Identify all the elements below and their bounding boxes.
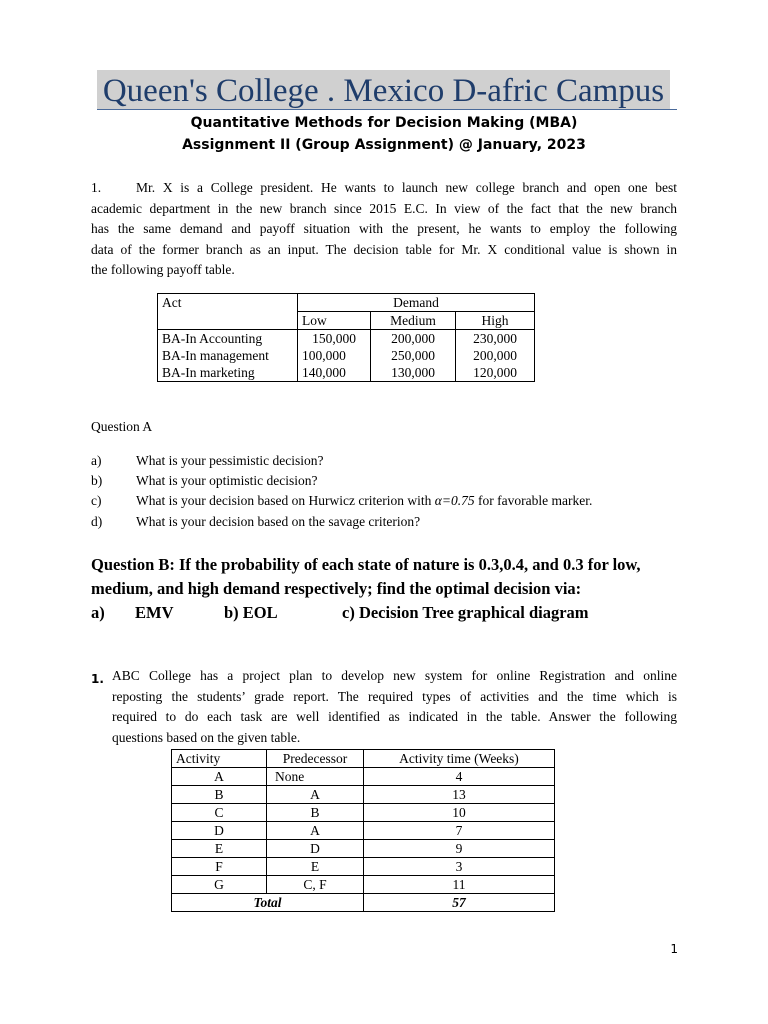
table-row: BA-In management 100,000 250,000 200,000 (158, 347, 535, 364)
question2-paragraph: ABC College has a project plan to develop new system for online Registration and online reposting the students’ grade report. The required types of activities and the time which is required to do each task are well identified as indicated in the table. Answer the following questions based on the given table. (112, 668, 677, 745)
predecessor-header: Predecessor (267, 750, 364, 768)
activity-header: Activity (172, 750, 267, 768)
question1-number: 1. (91, 180, 102, 195)
question-a-item: d) What is your decision based on the savage criterion? (91, 514, 421, 529)
question-b-line2: medium, and high demand respectively; find the optimal decision via: (91, 579, 582, 598)
course-title: Quantitative Methods for Decision Making (MBA) (190, 115, 578, 131)
act-header: Act (158, 294, 298, 330)
alpha-formula: α=0.75 (434, 493, 475, 508)
question1-paragraph: 1. Mr. X is a College president. He wants to launch new college branch and open one best academic department in the new branch since 2015 E.C. In view of the fact that the new branch has the same demand and payoff situation with the present, he wants to employ the following data of the former branch as an input. The decision table for Mr. X conditional value is shown in the following payoff table. (91, 180, 677, 277)
activity-time-header: Activity time (Weeks) (364, 750, 555, 768)
total-row (172, 894, 555, 912)
question-b-line1: Question B: If the probability of each state of nature is 0.3,0.4, and 0.3 for low, (91, 555, 641, 574)
table-row: G C, F 11 (172, 876, 555, 894)
question-a-item: a) What is your pessimistic decision? (91, 453, 324, 468)
column-medium: Medium (371, 312, 456, 330)
total-label: Total (172, 894, 364, 912)
question-b-opt-a: EMV (135, 603, 174, 622)
table-row: BA-In Accounting 150,000 200,000 230,000 (158, 330, 535, 348)
table-row: A None 4 (172, 768, 555, 786)
question-a-label: Question A (91, 419, 153, 434)
college-title: Queen's College . Mexico D-afric Campus (102, 73, 665, 109)
column-low: Low (298, 312, 371, 330)
question2-number: 1. (91, 672, 104, 686)
demand-header: Demand (298, 294, 535, 312)
column-high: High (456, 312, 535, 330)
table-row: E D 9 (172, 840, 555, 858)
question-b-opt-a-marker: a) (91, 603, 105, 622)
table-row: B A 13 (172, 786, 555, 804)
table-row: C B 10 (172, 804, 555, 822)
table-row: D A 7 (172, 822, 555, 840)
payoff-table (157, 293, 535, 382)
question-a-item: b) What is your optimistic decision? (91, 473, 318, 488)
table-row: BA-In marketing 140,000 130,000 120,000 (158, 364, 535, 382)
activity-table (171, 749, 555, 912)
question-b-opt-c: c) Decision Tree graphical diagram (342, 603, 589, 622)
assignment-title: Assignment II (Group Assignment) @ January, 2023 (182, 137, 586, 153)
question-b-opt-b: b) EOL (224, 603, 278, 622)
total-value: 57 (364, 894, 555, 912)
page-number: 1 (670, 942, 678, 956)
table-row: F E 3 (172, 858, 555, 876)
question-a-item: c) What is your decision based on Hurwicz criterion with α=0.75 for favorable marker. (91, 493, 593, 508)
